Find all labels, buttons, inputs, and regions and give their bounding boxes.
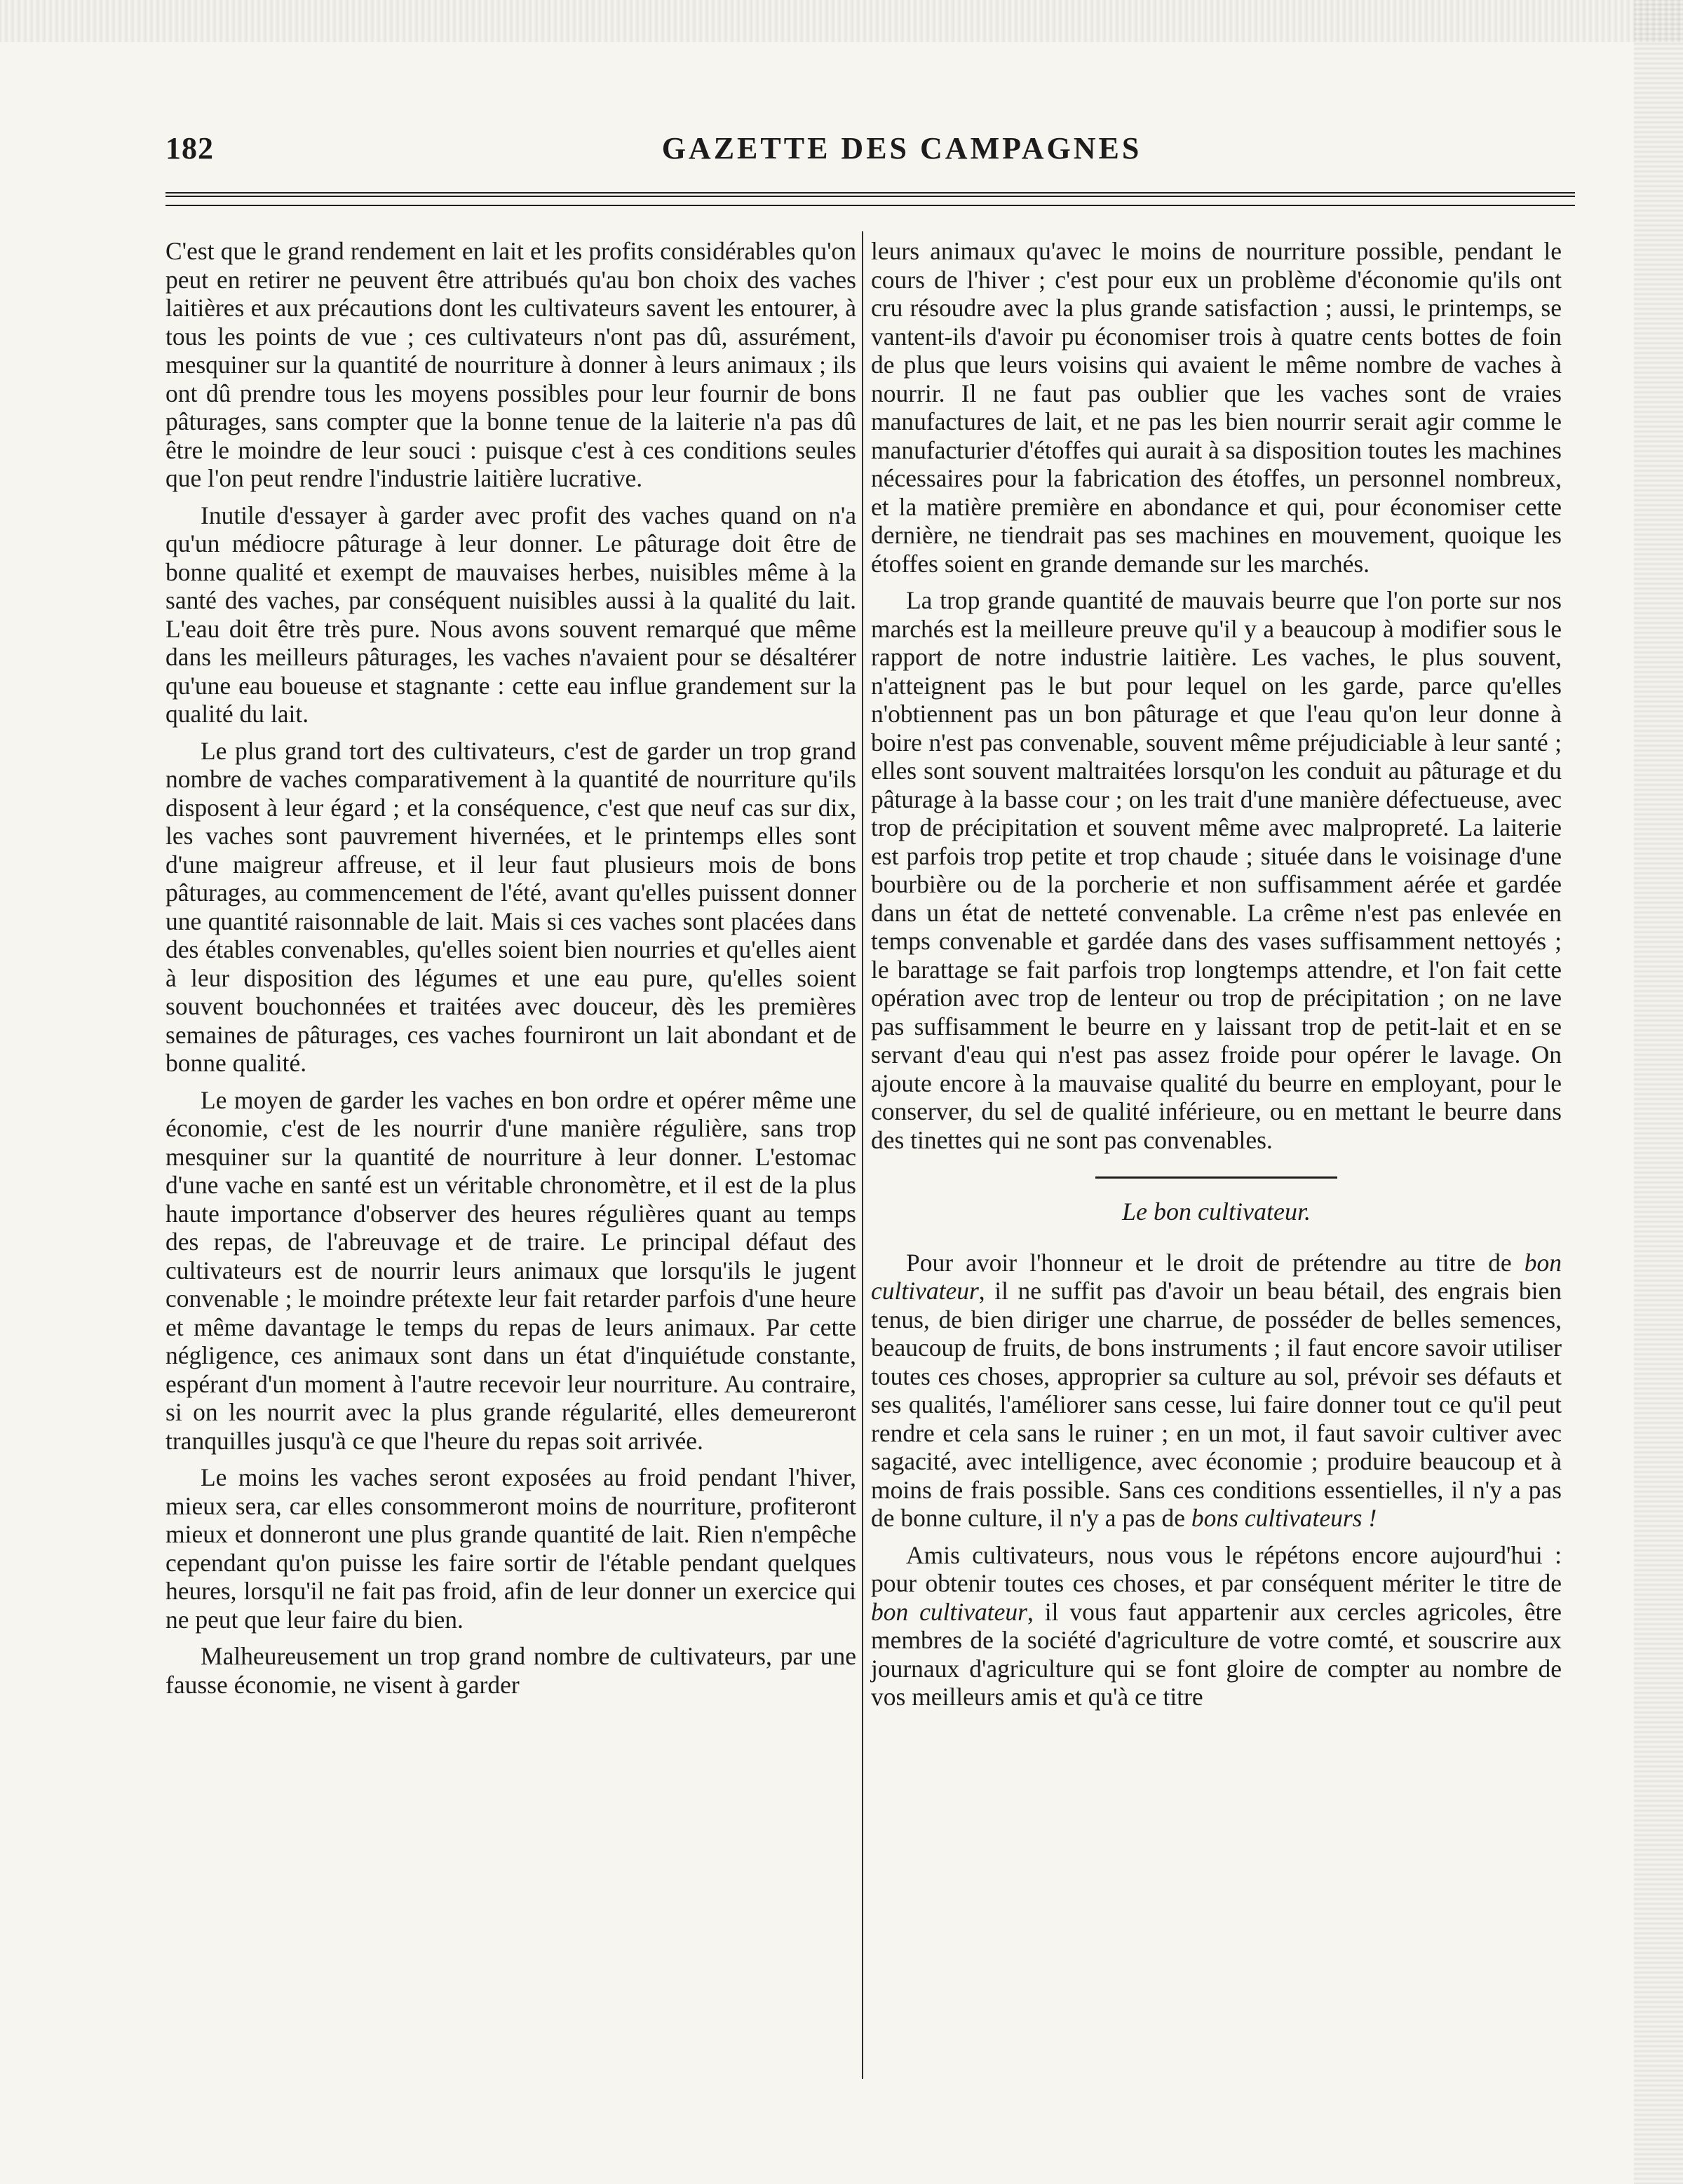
italic-run: bon cultivateur bbox=[871, 1248, 1562, 1305]
scan-noise-edge bbox=[1634, 0, 1683, 2184]
italic-run: bon cultivateur bbox=[871, 1597, 1027, 1626]
paragraph: C'est que le grand rendement en lait et les profits considérables qu'on peut en retirer ne peuvent être attribués qu'au bon choix des vaches laitières et aux précautions dont les cultivateurs savent les entourer, à tous les points de vue ; ces cultivateurs n'ont pas dû, assurément, mesquiner sur la quantité de nourriture à donner à leurs animaux ; ils ont dû prendre tous les moyens possibles pour leur fournir de bons pâturages, sans compter que la bonne tenue de la laiterie n'a pas dû être le moindre de leur souci : puisque c'est à ces conditions seules que l'on peut rendre l'industrie laitière lucrative. bbox=[165, 237, 856, 492]
text-run: Pour avoir l'honneur et le droit de prétendre au titre de bbox=[906, 1248, 1525, 1277]
text-run: Amis cultivateurs, nous vous le répétons encore aujourd'hui : pour obtenir toutes ces choses, et par conséquent mériter le titre de bbox=[871, 1540, 1562, 1597]
section-title: Le bon cultivateur. bbox=[1122, 1198, 1311, 1226]
text-run: , il vous faut appartenir aux cercles agricoles, être membres de la société d'agriculture de votre comté, et souscrire aux journaux d'agriculture qui se font gloire de compter au nombre de vos meilleurs amis et qu'à ce titre bbox=[871, 1597, 1562, 1711]
page-header bbox=[165, 130, 1575, 172]
column-divider bbox=[862, 231, 863, 2079]
italic-run: bons cultivateurs ! bbox=[1191, 1504, 1377, 1532]
paragraph: Le moyen de garder les vaches en bon ordre et opérer même une économie, c'est de les nourrir d'une manière régulière, sans trop mesquiner sur la quantité de nourriture à leur donner. L'estomac d'une vache en santé est un véritable chronomètre, et il est de la plus haute importance d'observer des heures régulières quant au temps des repas, de l'abreuvage et de traire. Le principal défaut des cultivateurs est de nourrir leurs animaux que lorsqu'ils le jugent convenable ; le moindre prétexte leur fait retarder parfois d'une heure et même davantage le temps du repas de leurs animaux. Par cette négligence, ces animaux sont dans un état d'inquiétude constante, espérant d'un moment à l'autre recevoir leur nourriture. Au contraire, si on les nourrit avec la plus grande régularité, elles demeureront tranquilles jusqu'à ce que l'heure du repas soit arrivée. bbox=[165, 1085, 856, 1455]
paragraph: La trop grande quantité de mauvais beurre que l'on porte sur nos marchés est la meilleure preuve qu'il y a beaucoup à modifier sous le rapport de notre industrie laitière. Les vaches, le plus souvent, n'atteignent pas le but pour lequel on les garde, parce qu'elles n'obtiennent pas un bon pâturage et que l'eau qu'on leur donne à boire n'est pas convenable, souvent même préjudiciable à leur santé ; elles sont souvent maltraitées lorsqu'on les conduit au pâturage et du pâturage à la basse cour ; on les trait d'une manière défectueuse, avec trop de précipitation et souvent même avec malpropreté. La laiterie est parfois trop petite et trop chaude ; située dans le voisinage d'une bourbière ou de la porcherie et non suffisamment aérée et gardée dans un état de netteté convenable. La crême n'est pas enlevée en temps convenable et gardée dans des vases suffisamment nettoyés ; le barattage se fait parfois trop longtemps attendre, et l'on fait cette opération avec trop de lenteur ou trop de précipitation ; on ne lave pas suffisamment le beurre en y laissant trop de petit-lait et en se servant d'eau qui n'est pas assez froide pour opérer le lavage. On ajoute encore à la mauvaise qualité du beurre en employant, pour le conserver, du sel de qualité inférieure, ou en mettant le beurre dans des tinettes qui ne sont pas convenables. bbox=[871, 586, 1562, 1154]
scan-noise-top bbox=[0, 0, 1683, 42]
paragraph: Le plus grand tort des cultivateurs, c'est de garder un trop grand nombre de vaches comparativement à la quantité de nourriture qu'ils disposent à leur égard ; et la conséquence, c'est que neuf cas sur dix, les vaches sont pauvrement hivernées, et le printemps elles sont d'une maigreur affreuse, et il leur faut plusieurs mois de bons pâturages, au commencement de l'été, avant qu'elles puissent donner une quantité raisonnable de lait. Mais si ces vaches sont placées dans des étables convenables, qu'elles soient bien nourries et qu'elles aient à leur disposition des légumes et une eau pure, qu'elles soient souvent bouchonnées et traitées avec douceur, dès les premières semaines de pâturages, ces vaches fourniront un lait abondant et de bonne qualité. bbox=[165, 736, 856, 1077]
page-number: 182 bbox=[165, 131, 214, 165]
section-separator bbox=[871, 1172, 1562, 1182]
paragraph: Inutile d'essayer à garder avec profit des vaches quand on n'a qu'un médiocre pâturage à leur donner. Le pâturage doit être de bonne qualité et exempt de mauvaises herbes, nuisibles même à la santé des vaches, par conséquent nuisibles aussi à la qualité du lait. L'eau doit être très pure. Nous avons souvent remarqué que même dans les meilleurs pâturages, les vaches n'avaient pour se désaltérer qu'une eau boueuse et stagnante : cette eau influe grandement sur la qualité du lait. bbox=[165, 501, 856, 728]
journal-title: GAZETTE DES CAMPAGNES bbox=[661, 131, 1142, 165]
paragraph: Le moins les vaches seront exposées au froid pendant l'hiver, mieux sera, car elles consommeront moins de nourriture, profiteront mieux et donneront une plus grande quantité de lait. Rien n'empêche cependant qu'on puisse les faire sortir de l'étable pendant quelques heures, lorsqu'il ne fait pas froid, afin de leur donner un exercice qui ne peut que leur faire du bien. bbox=[165, 1463, 856, 1634]
paragraph: leurs animaux qu'avec le moins de nourriture possible, pendant le cours de l'hiver ; c'est pour eux un problème d'économie qu'ils ont cru résoudre avec la plus grande satisfaction ; aussi, le printemps, se vantent-ils d'avoir pu économiser trois à quatre cents bottes de foin de plus que leurs voisins qui avaient le même nombre de vaches à nourrir. Il ne faut pas oublier que les vaches sont de vraies manufactures de lait, et ne pas les bien nourrir serait agir comme le manufacturier d'étoffes qui aurait à sa disposition toutes les machines nécessaires pour la fabrication des étoffes, un personnel nombreux, et la matière première en abondance et qui, pour économiser cette dernière, ne tiendrait pas ses machines en mouvement, quoique les étoffes soient en grande demande sur les marchés. bbox=[871, 237, 1562, 578]
left-column bbox=[165, 237, 856, 1707]
header-rule-thin bbox=[165, 205, 1575, 206]
paragraph: Malheureusement un trop grand nombre de cultivateurs, par une fausse économie, ne visent à garder bbox=[165, 1642, 856, 1699]
paragraph bbox=[871, 1541, 1562, 1711]
text-run: , il ne suffit pas d'avoir un beau bétail, des engrais bien tenus, de bien diriger une charrue, de posséder de belles semences, beaucoup de fruits, de bons instruments ; il faut encore savoir utiliser toutes ces choses, approprier sa culture au sol, prévoir ses défauts et ses qualités, l'améliorer sans cesse, lui faire donner tout ce qu'il peut rendre et cela sans le ruiner ; en un mot, il faut savoir cultiver avec sagacité, avec intelligence, avec économie ; produire beaucoup et à moins de frais possible. Sans ces conditions essentielles, il n'y a pas de bonne culture, il n'y a pas de bbox=[871, 1277, 1562, 1532]
right-column bbox=[871, 237, 1562, 1720]
paragraph bbox=[871, 1249, 1562, 1533]
header-rule bbox=[165, 192, 1575, 197]
